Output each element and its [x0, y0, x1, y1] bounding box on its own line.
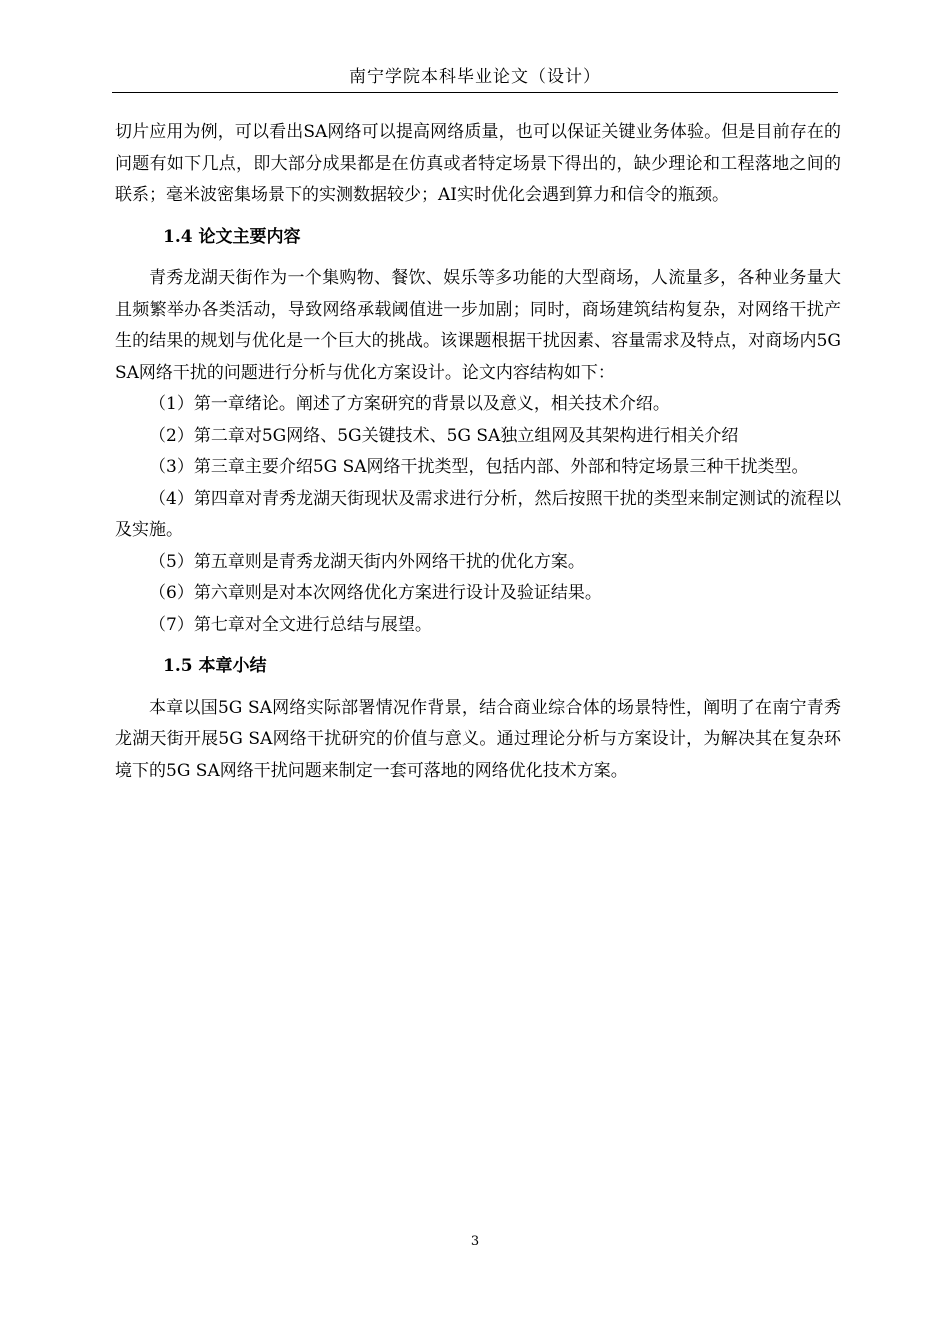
list-item-4: （4）第四章对青秀龙湖天街现状及需求进行分析，然后按照干扰的类型来制定测试的流程以及实施。 — [115, 488, 841, 540]
page-number: 3 — [470, 1234, 480, 1249]
paragraph-intro: 切片应用为例，可以看出SA网络可以提高网络质量，也可以保证关键业务体验。但是目前存在的问题有如下几点，即大部分成果都是在仿真或者特定场景下得出的，缺少理论和工程落地之间的联系；毫米波密集场景下的实测数据较少；AI实时优化会遇到算力和信令的瓶颈。 — [115, 122, 841, 205]
list-item-7: （7）第七章对全文进行总结与展望。 — [149, 614, 432, 635]
section-heading-1-5: 1.5 本章小结 — [163, 656, 267, 676]
paragraph-1-5: 本章以国5G SA网络实际部署情况作背景，结合商业综合体的场景特性，阐明了在南宁青秀龙湖天街开展5G SA网络干扰研究的价值与意义。通过理论分析与方案设计，为解决其在复杂环境下的5G SA网络干扰问题来制定一套可落地的网络优化技术方案。 — [115, 697, 841, 781]
section-heading-1-4: 1.4 论文主要内容 — [163, 226, 301, 247]
list-item-1: （1）第一章绪论。阐述了方案研究的背景以及意义，相关技术介绍。 — [149, 394, 670, 414]
list-item-3: （3）第三章主要介绍5G SA网络干扰类型，包括内部、外部和特定场景三种干扰类型。 — [149, 457, 809, 477]
document-body — [115, 117, 841, 787]
list-item-2: （2）第二章对5G网络、5G关键技术、5G SA独立组网及其架构进行相关介绍 — [149, 425, 739, 446]
running-header: 南宁学院本科毕业论文（设计） — [349, 67, 601, 87]
list-item-6: （6）第六章则是对本次网络优化方案进行设计及验证结果。 — [149, 583, 602, 603]
header-rule — [112, 92, 838, 93]
paragraph-1-4: 青秀龙湖天街作为一个集购物、餐饮、娱乐等多功能的大型商场，人流量多，各种业务量大且频繁举办各类活动，导致网络承载阈值进一步加剧；同时，商场建筑结构复杂，对网络干扰产生的结果的规划与优化是一个巨大的挑战。该课题根据干扰因素、容量需求及特点，对商场内5G SA网络干扰的问题进行分析与优化方案设计。论文内容结构如下： — [115, 268, 841, 383]
list-item-5: （5）第五章则是青秀龙湖天街内外网络干扰的优化方案。 — [149, 551, 585, 572]
